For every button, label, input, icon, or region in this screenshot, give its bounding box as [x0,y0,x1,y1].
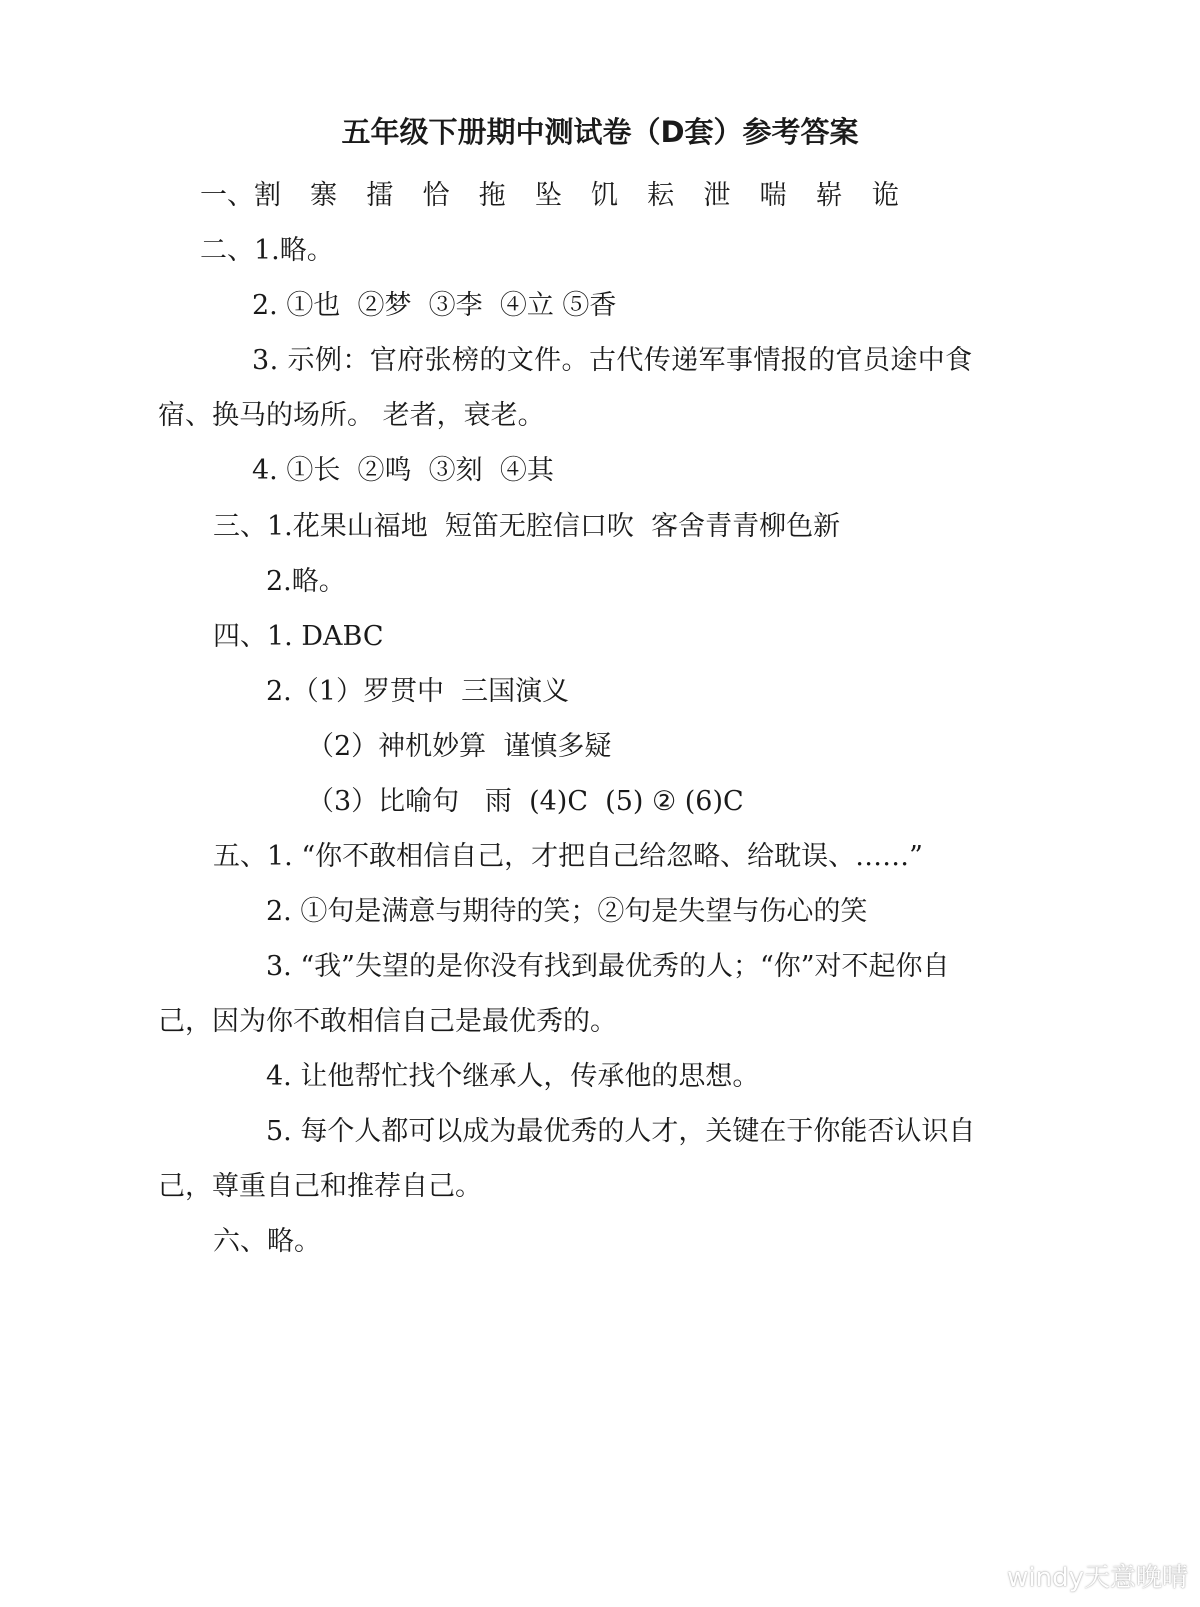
answer-section-5-item-3: 3. “我”失望的是你没有找到最优秀的人；“你”对不起你自 [266,951,950,982]
answer-section-6: 六、略。 [213,1226,321,1257]
answer-section-2-item-1: 二、1.略。 [200,235,334,266]
answer-section-3-item-2: 2.略。 [266,566,346,597]
answer-section-1: 一、割 寨 擂 恰 拖 坠 饥 耘 泄 喘 崭 诡 [200,180,899,211]
answer-section-2-item-4: 4. ①长 ②鸣 ③刻 ④其 [252,455,554,486]
answer-section-4-item-2-3: （3）比喻句 雨 (4)C (5) ② (6)C [307,786,744,817]
answer-section-4-item-2-2: （2）神机妙算 谨慎多疑 [307,731,612,762]
answer-section-5-item-2: 2. ①句是满意与期待的笑；②句是失望与伤心的笑 [266,896,868,927]
answer-section-4-item-1: 四、1. DABC [213,621,384,652]
answer-section-2-item-2: 2. ①也 ②梦 ③李 ④立 ⑤香 [252,290,617,321]
answer-section-5-item-5: 5. 每个人都可以成为最优秀的人才，关键在于你能否认识自 [266,1116,976,1147]
answer-section-2-item-3: 3. 示例：官府张榜的文件。古代传递军事情报的官员途中食 [252,345,973,376]
watermark: windy天意晚晴 [1007,1563,1188,1593]
answer-section-2-item-3-cont: 宿、换马的场所。 老者，衰老。 [158,400,545,431]
answer-section-5-item-5-cont: 己，尊重自己和推荐自己。 [158,1171,482,1202]
answer-section-5-item-4: 4. 让他帮忙找个继承人，传承他的思想。 [266,1061,760,1092]
answer-section-3-item-1: 三、1.花果山福地 短笛无腔信口吹 客舍青青柳色新 [213,511,841,542]
answer-section-5-item-3-cont: 己，因为你不敢相信自己是最优秀的。 [158,1006,617,1037]
answer-section-4-item-2-1: 2.（1）罗贯中 三国演义 [266,676,570,707]
page-title: 五年级下册期中测试卷（D套）参考答案 [341,115,859,149]
answer-section-5-item-1: 五、1. “你不敢相信自己，才把自己给忽略、给耽误、……” [213,841,923,872]
